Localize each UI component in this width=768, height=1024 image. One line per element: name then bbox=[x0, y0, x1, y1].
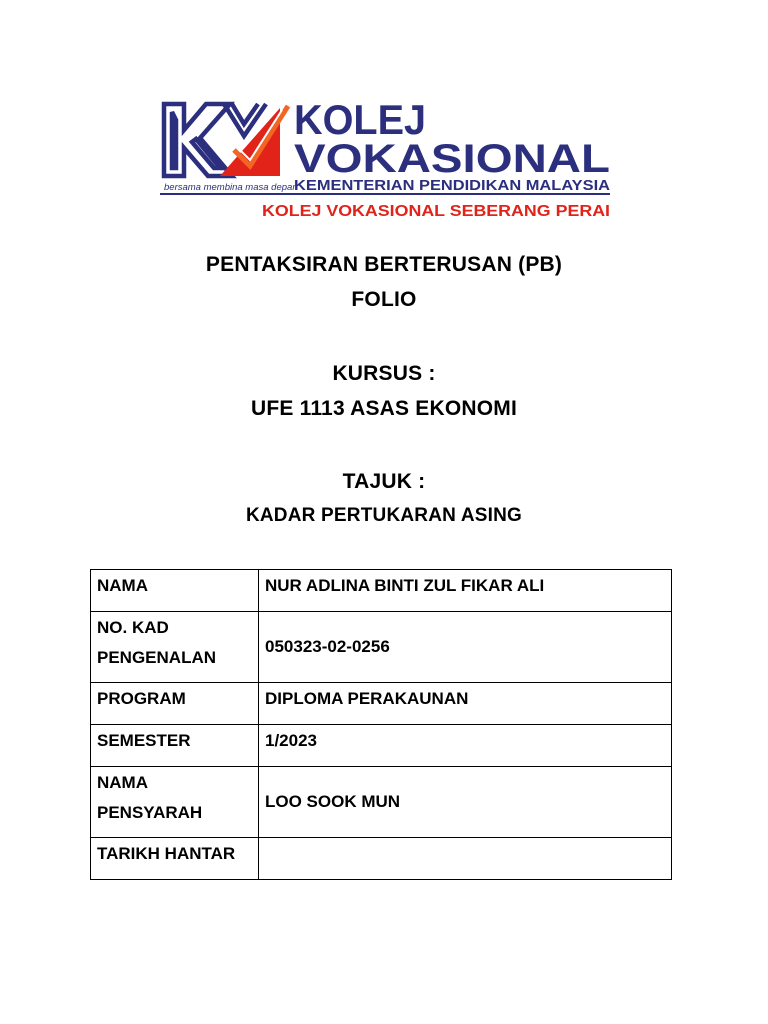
logo-line-kolej: KOLEJ bbox=[294, 96, 426, 143]
label-line: NAMA bbox=[97, 773, 148, 792]
course-title: UFE 1113 ASAS EKONOMI bbox=[250, 397, 517, 420]
label-line: TARIKH HANTAR bbox=[97, 844, 236, 863]
row-label bbox=[91, 570, 259, 612]
ic-number-value: 050323-02-0256 bbox=[259, 612, 672, 683]
row-label bbox=[91, 838, 259, 880]
table-row bbox=[91, 838, 672, 880]
submission-date-value bbox=[259, 838, 672, 880]
row-label bbox=[91, 612, 259, 683]
row-label bbox=[91, 683, 259, 725]
row-label bbox=[91, 725, 259, 767]
label-line: PROGRAM bbox=[97, 689, 186, 708]
label-line: NAMA bbox=[97, 576, 148, 595]
logo-line-vokasional: VOKASIONAL bbox=[294, 137, 610, 181]
table-row bbox=[91, 767, 672, 838]
table-row bbox=[91, 570, 672, 612]
label-line: PENSYARAH bbox=[97, 803, 203, 822]
logo-ministry: KEMENTERIAN PENDIDIKAN MALAYSIA bbox=[294, 178, 611, 194]
program-value: DIPLOMA PERAKAUNAN bbox=[259, 683, 672, 725]
lecturer-value: LOO SOOK MUN bbox=[259, 767, 672, 838]
assessment-heading: PENTAKSIRAN BERTERUSAN (PB) bbox=[205, 253, 563, 276]
topic-label: TAJUK : bbox=[342, 470, 426, 493]
table-row bbox=[91, 683, 672, 725]
label-line: PENGENALAN bbox=[97, 648, 217, 667]
student-info-table bbox=[90, 569, 672, 880]
row-label bbox=[91, 767, 259, 838]
folio-heading: FOLIO bbox=[351, 288, 417, 311]
semester-value: 1/2023 bbox=[259, 725, 672, 767]
logo-tagline: bersama membina masa depan bbox=[164, 182, 298, 193]
table-row bbox=[91, 725, 672, 767]
label-line: SEMESTER bbox=[97, 731, 191, 750]
table-row bbox=[91, 612, 672, 683]
kv-emblem-icon bbox=[148, 92, 620, 232]
course-label: KURSUS : bbox=[332, 362, 436, 385]
student-name-value: NUR ADLINA BINTI ZUL FIKAR ALI bbox=[259, 570, 672, 612]
label-line: NO. KAD bbox=[97, 618, 169, 637]
college-logo bbox=[148, 92, 620, 232]
logo-college-name: KOLEJ VOKASIONAL SEBERANG PERAI bbox=[262, 203, 610, 220]
topic-title: KADAR PERTUKARAN ASING bbox=[245, 505, 523, 526]
